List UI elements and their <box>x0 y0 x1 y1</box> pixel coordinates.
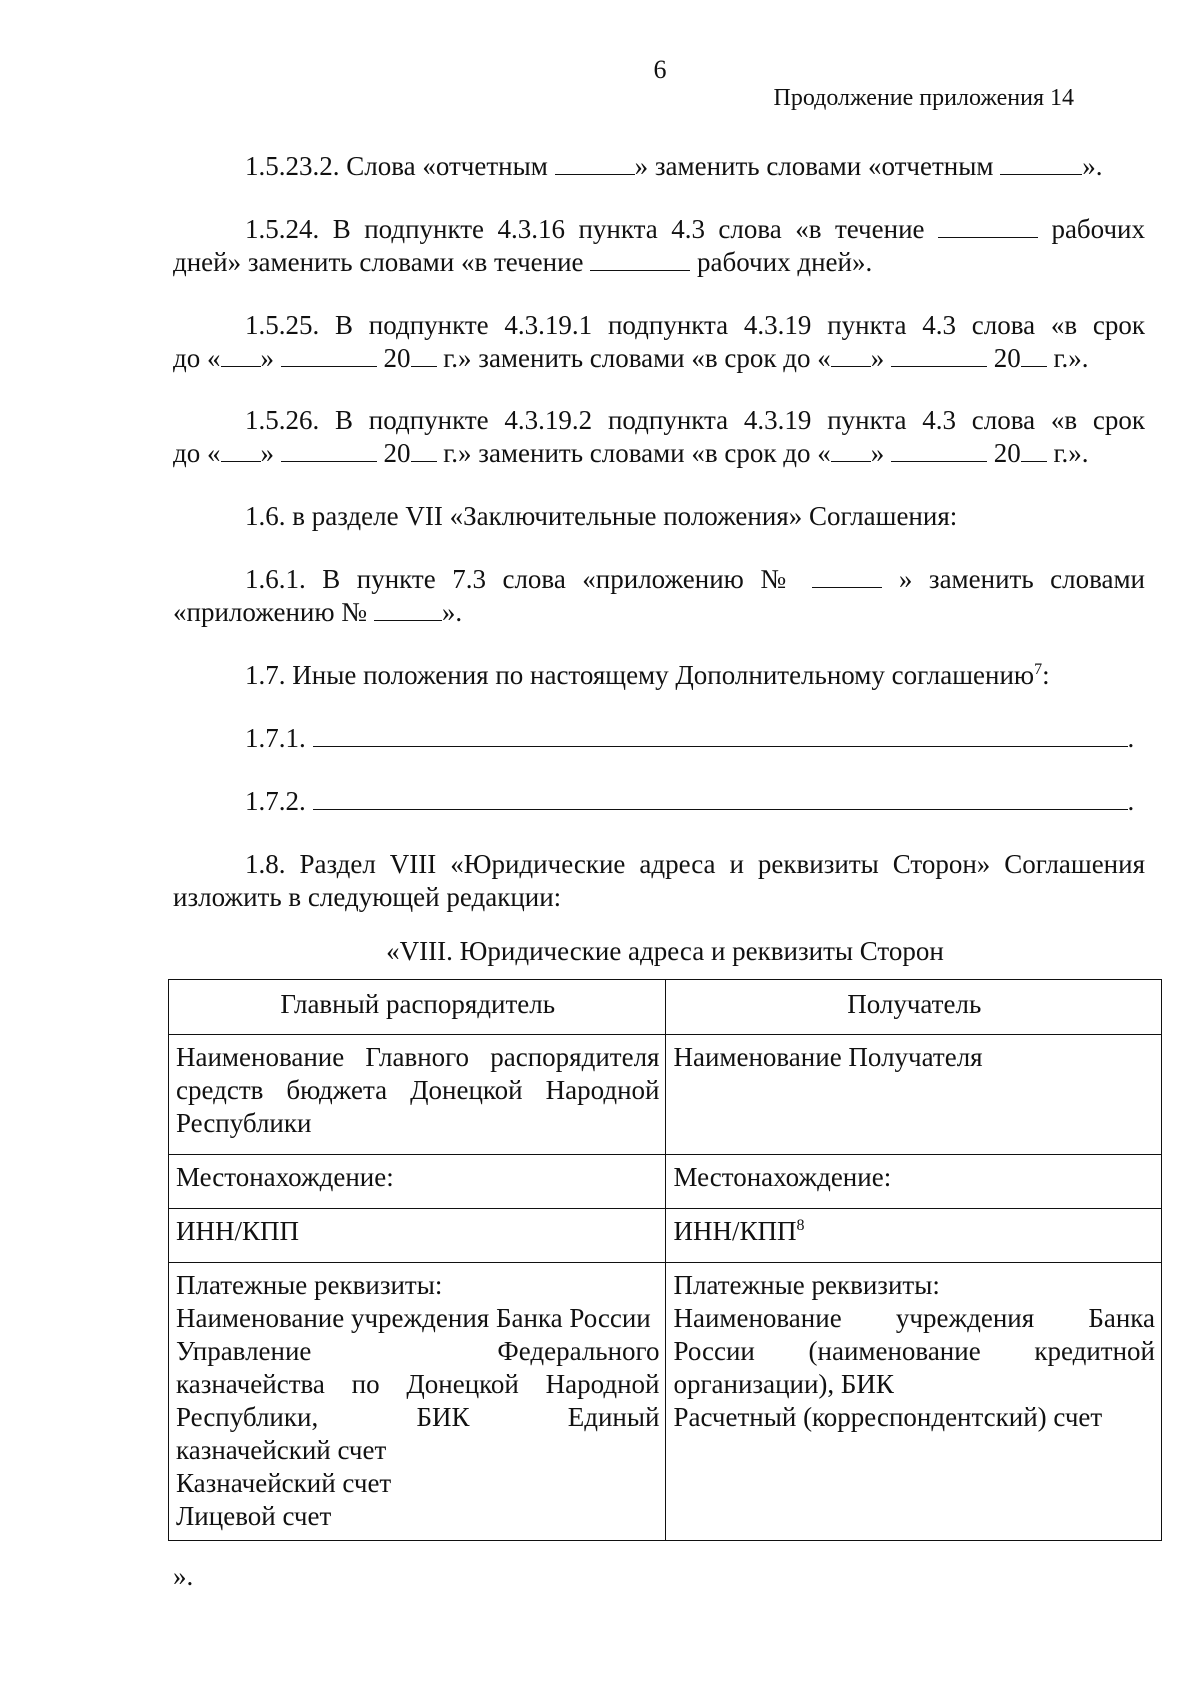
footnote-mark: 7 <box>1034 661 1043 678</box>
cell-chief-inn: ИНН/КПП <box>169 1209 666 1263</box>
blank-field <box>891 344 987 367</box>
p71-end: . <box>1127 723 1135 753</box>
cell-chief-payment <box>169 1263 666 1541</box>
paragraph-1-8-line1: 1.8. Раздел VIII «Юридические адреса и реквизиты Сторон» Соглашения <box>245 849 1145 879</box>
blank-field <box>411 439 437 462</box>
p4-b: » <box>260 438 274 468</box>
p4-e: » <box>870 438 885 468</box>
blank-field <box>1021 439 1047 462</box>
blank-field <box>590 248 690 271</box>
cell-recipient-inn <box>666 1209 1162 1263</box>
chief-payment-line: Лицевой счет <box>176 1501 332 1531</box>
paragraph-1-5-24-line1 <box>245 213 1145 246</box>
paragraph-1-5-24-line2 <box>173 246 872 279</box>
paragraph-1-6-1-line2 <box>173 596 462 629</box>
header-chief-administrator: Главный распорядитель <box>169 980 666 1035</box>
paragraph-1-7 <box>245 659 1050 692</box>
table-header-row <box>169 980 1162 1035</box>
p3-c: 20 <box>383 343 411 373</box>
chief-payment-line: Управление Федерального <box>176 1336 660 1366</box>
blank-field <box>281 439 377 462</box>
p4-a: до « <box>173 438 221 468</box>
paragraph-1-7-2 <box>245 785 1134 818</box>
p4-g: г.». <box>1053 438 1089 468</box>
p7-text: 1.7. Иные положения по настоящему Дополнительному соглашению <box>245 660 1035 690</box>
p3-f: 20 <box>993 343 1021 373</box>
blank-field <box>1021 344 1047 367</box>
recipient-payment-line: Платежные реквизиты: <box>673 1270 940 1300</box>
p3-b: » <box>260 343 274 373</box>
p3-a: до « <box>173 343 221 373</box>
p4-c: 20 <box>383 438 411 468</box>
blank-field <box>938 215 1038 238</box>
blank-field <box>281 344 377 367</box>
p2-l1-prefix: 1.5.24. В подпункте 4.3.16 пункта 4.3 слова «в течение <box>245 214 925 244</box>
paragraph-1-7-1 <box>245 722 1134 755</box>
appendix-header: Продолжение приложения 14 <box>773 85 1074 111</box>
page-number: 6 <box>653 55 667 84</box>
table-row-name <box>169 1035 1162 1155</box>
p2-l1-suffix: рабочих <box>1051 214 1145 244</box>
p6-l2-suffix: ». <box>441 597 463 627</box>
p1-middle: » заменить словами «отчетным <box>634 151 1001 181</box>
recipient-payment-line: России (наименование кредитной <box>673 1336 1155 1366</box>
blank-field <box>411 344 437 367</box>
p6-l2-prefix: «приложению № <box>173 597 368 627</box>
recipient-payment-line: Расчетный (корреспондентский) счет <box>673 1402 1103 1432</box>
blank-field <box>313 724 1128 747</box>
p1-suffix: ». <box>1082 151 1103 181</box>
cell-chief-location: Местонахождение: <box>169 1155 666 1209</box>
blank-field <box>812 565 882 588</box>
cell-recipient-location: Местонахождение: <box>666 1155 1162 1209</box>
closing-quote: ». <box>173 1561 194 1591</box>
p71-label: 1.7.1. <box>245 723 306 753</box>
chief-name-line1: Наименование Главного распорядителя <box>176 1042 660 1072</box>
chief-payment-line: казначейский счет <box>176 1435 387 1465</box>
recipient-payment-line: Наименование учреждения Банка <box>673 1303 1155 1333</box>
cell-recipient-payment <box>666 1263 1162 1541</box>
p1-prefix: 1.5.23.2. Слова «отчетным <box>245 151 555 181</box>
p72-label: 1.7.2. <box>245 786 306 816</box>
footnote-mark: 8 <box>796 1217 805 1234</box>
table-row-payment <box>169 1263 1162 1541</box>
paragraph-1-6: 1.6. в разделе VII «Заключительные положения» Соглашения: <box>245 501 958 531</box>
requisites-table <box>168 979 1162 1541</box>
blank-field <box>831 344 871 367</box>
p3-e: » <box>870 343 885 373</box>
blank-field <box>831 439 871 462</box>
paragraph-1-6-1-line1 <box>245 563 1145 596</box>
p2-l2-suffix: рабочих дней». <box>697 247 873 277</box>
recipient-inn-text: ИНН/КПП <box>673 1216 797 1246</box>
chief-payment-line: Платежные реквизиты: <box>176 1270 443 1300</box>
p6-l1-prefix: 1.6.1. В пункте 7.3 слова «приложению № <box>245 564 796 594</box>
p4-d: г.» заменить словами «в срок до « <box>443 438 831 468</box>
p7-tail: : <box>1042 660 1050 690</box>
header-recipient: Получатель <box>666 980 1162 1035</box>
blank-field <box>555 152 635 175</box>
paragraph-1-5-23-2 <box>245 150 1102 183</box>
recipient-payment-line: организации), БИК <box>673 1369 894 1399</box>
chief-payment-line: Наименование учреждения Банка России <box>176 1303 651 1333</box>
paragraph-1-5-25-line1: 1.5.25. В подпункте 4.3.19.1 подпункта 4.3.19 пункта 4.3 слова «в срок <box>245 310 1145 340</box>
p3-d: г.» заменить словами «в срок до « <box>443 343 831 373</box>
paragraph-1-5-25-line2 <box>173 342 1089 375</box>
blank-field <box>221 439 261 462</box>
p6-l1-suffix: » заменить словами <box>898 564 1146 594</box>
cell-recipient-name: Наименование Получателя <box>666 1035 1162 1155</box>
table-row-inn <box>169 1209 1162 1263</box>
p3-g: г.». <box>1053 343 1089 373</box>
blank-field <box>891 439 987 462</box>
paragraph-1-8-line2: изложить в следующей редакции: <box>173 882 562 912</box>
chief-name-line3: Республики <box>176 1108 312 1138</box>
blank-field <box>1000 152 1082 175</box>
section-title: «VIII. Юридические адреса и реквизиты Сторон <box>386 936 944 966</box>
paragraph-1-5-26-line1: 1.5.26. В подпункте 4.3.19.2 подпункта 4.3.19 пункта 4.3 слова «в срок <box>245 405 1145 435</box>
p2-l2-prefix: дней» заменить словами «в течение <box>173 247 584 277</box>
chief-payment-line: Казначейский счет <box>176 1468 392 1498</box>
paragraph-1-5-26-line2 <box>173 437 1089 470</box>
p4-f: 20 <box>993 438 1021 468</box>
cell-chief-name <box>169 1035 666 1155</box>
blank-field <box>374 598 442 621</box>
blank-field <box>313 787 1128 810</box>
chief-payment-line: казначейства по Донецкой Народной <box>176 1369 660 1399</box>
chief-name-line2: средств бюджета Донецкой Народной <box>176 1075 660 1105</box>
p72-end: . <box>1127 786 1135 816</box>
blank-field <box>221 344 261 367</box>
table-row-location <box>169 1155 1162 1209</box>
chief-payment-line: Республики, БИК Единый <box>176 1402 660 1432</box>
